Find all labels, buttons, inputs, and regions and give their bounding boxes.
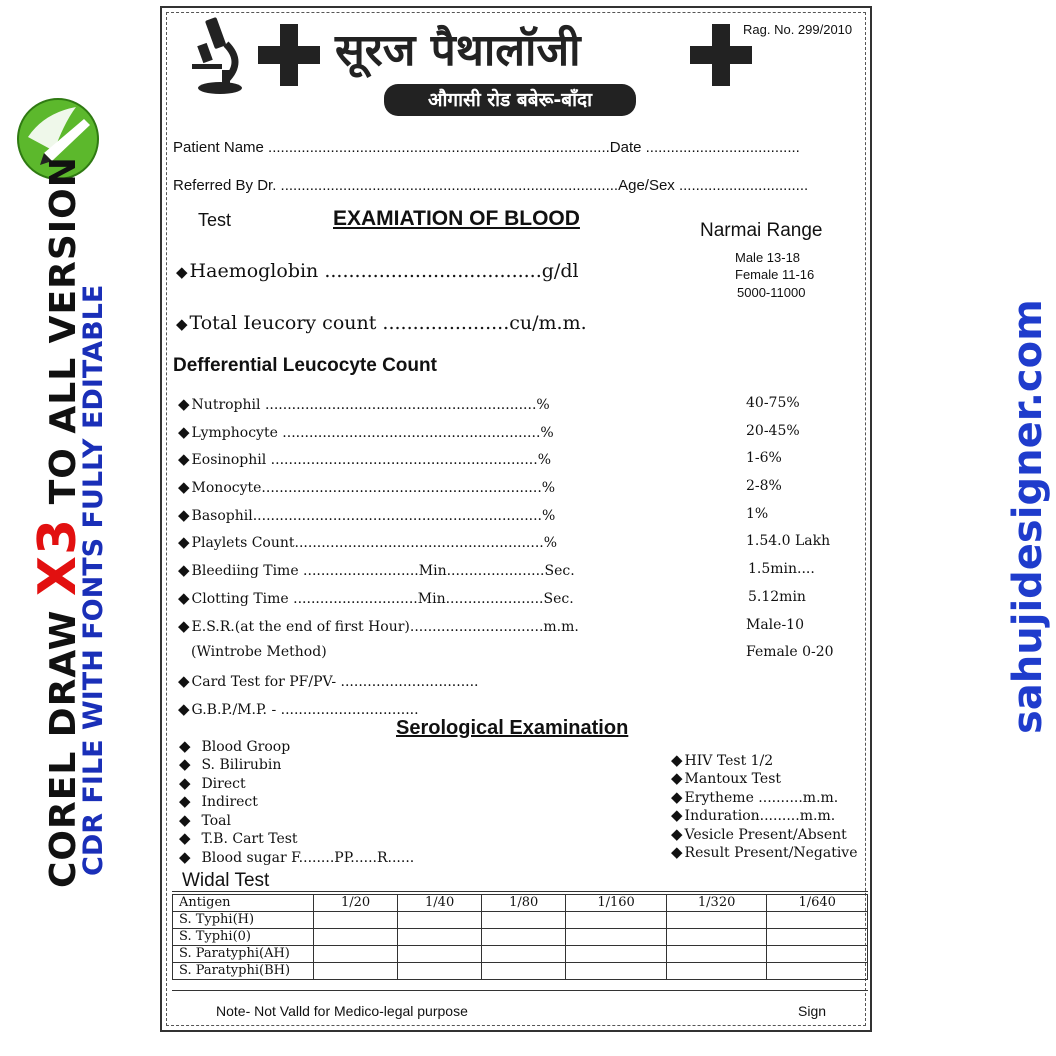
widal-value-cell[interactable]: [314, 963, 398, 980]
version-banner-text: COREL DRAW X3 TO ALL VERSION: [28, 156, 88, 888]
table-row: [173, 929, 868, 946]
widal-antigen-cell: S. Paratyphi(AH): [173, 946, 314, 963]
serology-item: ◆ HIV Test 1/2: [671, 751, 774, 769]
table-row: [173, 946, 868, 963]
widal-value-cell[interactable]: [398, 912, 482, 929]
dlc-row-platelets: ◆ Playlets Count........................................................%: [178, 533, 558, 551]
table-row: [173, 963, 868, 980]
widal-value-cell[interactable]: [398, 929, 482, 946]
widal-value-cell[interactable]: [666, 963, 767, 980]
widal-value-cell[interactable]: [482, 929, 566, 946]
widal-antigen-cell: S. Paratyphi(BH): [173, 963, 314, 980]
widal-value-cell[interactable]: [666, 946, 767, 963]
widal-header-cell: 1/20: [314, 895, 398, 912]
widal-header-cell: 1/320: [666, 895, 767, 912]
blood-exam-title: EXAMIATION OF BLOOD: [333, 207, 580, 230]
widal-value-cell[interactable]: [767, 946, 868, 963]
normal-range-title: Narmai Range: [700, 220, 823, 241]
serology-item: ◆ Blood Groop: [179, 737, 291, 755]
medical-cross-icon: [258, 24, 320, 86]
dlc-row-esr: ◆ E.S.R.(at the end of first Hour)..............................m.m.: [178, 617, 579, 635]
signature-label: Sign: [798, 1003, 827, 1019]
widal-value-cell[interactable]: [482, 946, 566, 963]
dlc-row-lymphocyte: ◆ Lymphocyte ..........................................................%: [178, 423, 554, 441]
lab-address: औगासी रोड बबेरू-बाँदा: [384, 84, 636, 116]
dlc-range: 1.5min....: [748, 561, 815, 577]
website-banner: sahujidesigner.com: [1005, 299, 1051, 734]
referred-by-age-field: Referred By Dr. .................................................................................Age/Sex ...............................: [173, 177, 809, 194]
dlc-row-bleeding-time: ◆ Bleediing Time ..........................Min......................Sec.: [178, 561, 575, 579]
serology-title: Serological Examination: [396, 717, 629, 739]
dlc-range: 40-75%: [746, 395, 800, 411]
widal-value-cell[interactable]: [767, 963, 868, 980]
patient-name-date-field: Patient Name ..................................................................................Date .....................................: [173, 139, 800, 156]
dlc-row-eosinophil: ◆ Eosinophil ............................................................%: [178, 450, 552, 468]
registration-number: Rag. No. 299/2010: [743, 22, 853, 37]
dlc-range: 20-45%: [746, 423, 800, 439]
lab-title: सूरज पैथालॉजी: [335, 25, 581, 76]
widal-value-cell[interactable]: [566, 963, 667, 980]
widal-value-cell[interactable]: [566, 929, 667, 946]
left-banner: [0, 0, 150, 1056]
haemoglobin-row: ◆ Haemoglobin ....................................g/dl: [176, 260, 579, 282]
dlc-range: 1.54.0 Lakh: [746, 533, 831, 549]
tlc-row: ◆ Total Ieucory count .....................cu/m.m.: [176, 312, 587, 334]
table-row: [173, 895, 868, 912]
dlc-row-clotting-time: ◆ Clotting Time ............................Min......................Sec.: [178, 589, 574, 607]
widal-antigen-cell: S. Typhi(0): [173, 929, 314, 946]
dlc-row-monocyte: ◆ Monocyte...............................................................%: [178, 478, 556, 496]
serology-item: ◆ Vesicle Present/Absent: [671, 825, 847, 843]
serology-item: ◆ Mantoux Test: [671, 769, 782, 787]
diamond-bullet-icon: ◆: [176, 315, 188, 333]
widal-value-cell[interactable]: [566, 946, 667, 963]
widal-title: Widal Test: [182, 870, 270, 891]
widal-header-cell: 1/40: [398, 895, 482, 912]
dlc-range: Male-10: [746, 617, 804, 633]
test-column-label: Test: [198, 210, 232, 230]
widal-value-cell[interactable]: [566, 912, 667, 929]
serology-item: ◆ Blood sugar F........PP......R......: [179, 848, 415, 866]
dlc-range: 5.12min: [748, 589, 806, 605]
widal-antigen-cell: S. Typhi(H): [173, 912, 314, 929]
widal-value-cell[interactable]: [398, 946, 482, 963]
serology-item: ◆ Induration.........m.m.: [671, 806, 836, 824]
dlc-row-card-test: ◆ Card Test for PF/PV- ...............................: [178, 672, 479, 690]
widal-header-cell: 1/160: [566, 895, 667, 912]
widal-value-cell[interactable]: [767, 929, 868, 946]
dlc-range: Female 0-20: [746, 644, 834, 660]
serology-item: ◆ Result Present/Negative: [671, 843, 858, 861]
widal-value-cell[interactable]: [314, 929, 398, 946]
dlc-title: Defferential Leucocyte Count: [173, 355, 437, 376]
serology-item: ◆ Toal: [179, 811, 231, 829]
serology-item: ◆ T.B. Cart Test: [179, 829, 298, 847]
microscope-icon: [186, 14, 246, 96]
serology-item: ◆ S. Bilirubin: [179, 755, 282, 773]
widal-value-cell[interactable]: [314, 912, 398, 929]
dlc-row-basophil: ◆ Basophil.................................................................%: [178, 506, 556, 524]
serology-item: ◆ Indirect: [179, 792, 258, 810]
widal-value-cell[interactable]: [767, 912, 868, 929]
serology-item: ◆ Direct: [179, 774, 246, 792]
dlc-row-nutrophil: ◆ Nutrophil .............................................................%: [178, 395, 550, 413]
range-tlc: 5000-11000: [737, 285, 806, 300]
dlc-range: 2-8%: [746, 478, 782, 494]
editable-banner-text: CDR FILE WITH FONTS FULLY EDITABLE: [78, 284, 109, 876]
table-row: [173, 912, 868, 929]
widal-value-cell[interactable]: [398, 963, 482, 980]
widal-table: [172, 894, 868, 980]
dlc-range: 1-6%: [746, 450, 782, 466]
widal-header-cell: Antigen: [173, 895, 314, 912]
dlc-row-wintrobe: (Wintrobe Method): [191, 644, 327, 660]
widal-header-cell: 1/80: [482, 895, 566, 912]
widal-value-cell[interactable]: [666, 912, 767, 929]
widal-value-cell[interactable]: [482, 912, 566, 929]
range-male: Male 13-18: [735, 250, 801, 265]
widal-value-cell[interactable]: [314, 946, 398, 963]
widal-value-cell[interactable]: [666, 929, 767, 946]
widal-top-rule: [172, 891, 868, 892]
widal-value-cell[interactable]: [482, 963, 566, 980]
footer-note: Note- Not Valld for Medico-legal purpose: [216, 1003, 468, 1019]
range-female: Female 11-16: [735, 267, 815, 282]
dlc-range: 1%: [746, 506, 769, 522]
diamond-bullet-icon: ◆: [176, 263, 188, 281]
dlc-row-gbp-mp: ◆ G.B.P./M.P. - ...............................: [178, 700, 419, 718]
widal-bottom-rule: [172, 990, 868, 991]
serology-item: ◆ Erytheme ..........m.m.: [671, 788, 839, 806]
widal-header-cell: 1/640: [767, 895, 868, 912]
